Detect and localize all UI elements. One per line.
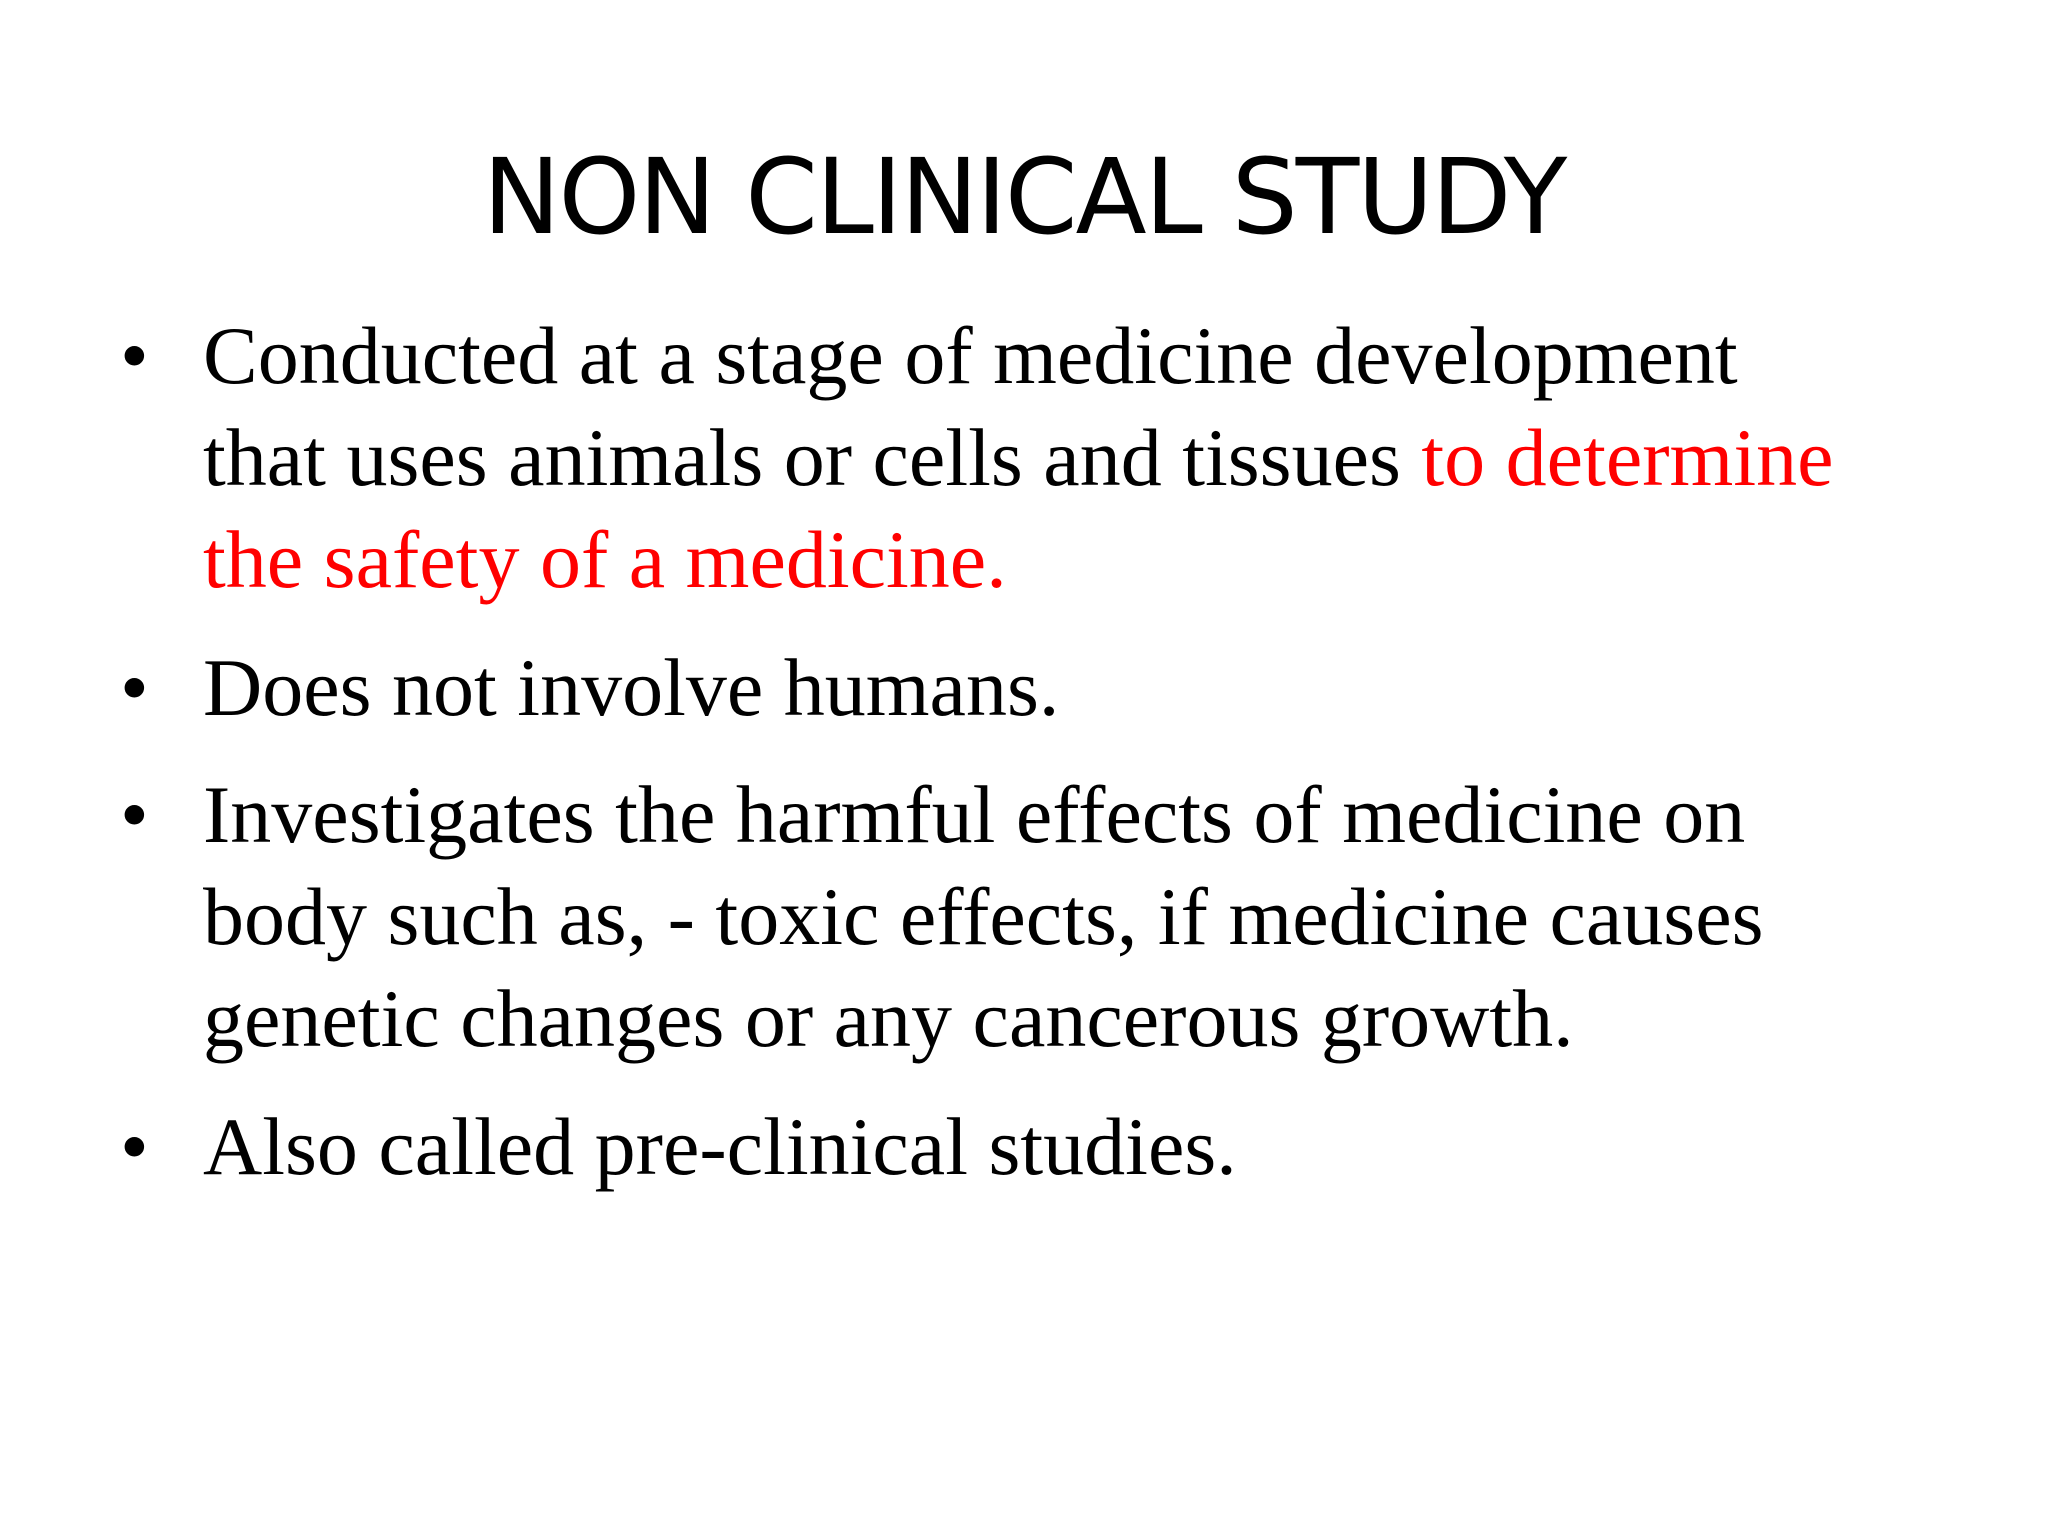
bullet-line [203,968,2003,1070]
bullet-line [203,1096,2003,1198]
line-text: Also called pre-clinical studies. [203,1101,1237,1192]
bullet-text [203,305,2003,611]
bullet-dot-icon: • [120,1101,149,1192]
line-highlight: the safety of a medicine. [203,514,1007,605]
bullet-line [203,637,2003,739]
bullet-dot-icon: • [120,769,149,860]
bullet-text [203,637,2003,739]
bullet-text [203,1096,2003,1198]
line-text: genetic changes or any cancerous growth. [203,973,1574,1064]
bullet-dot-icon: • [120,310,149,401]
line-text: that uses animals or cells and tissues [203,412,1422,503]
line-text: Does not involve humans. [203,642,1060,733]
slide-title: NON CLINICAL STUDY [482,136,1566,258]
line-text: Conducted at a stage of medicine development [203,310,1738,401]
line-text: body such as, - toxic effects, if medicine causes [203,871,1764,962]
line-highlight: to determine [1421,412,1834,503]
bullet-line [203,509,2003,611]
bullet-line [203,407,2003,509]
bullet-dot-icon: • [120,642,149,733]
bullet-line [203,866,2003,968]
bullet-line [203,764,2003,866]
line-text: Investigates the harmful effects of medicine on [203,769,1746,860]
bullet-line [203,305,2003,407]
bullet-text [203,764,2003,1070]
